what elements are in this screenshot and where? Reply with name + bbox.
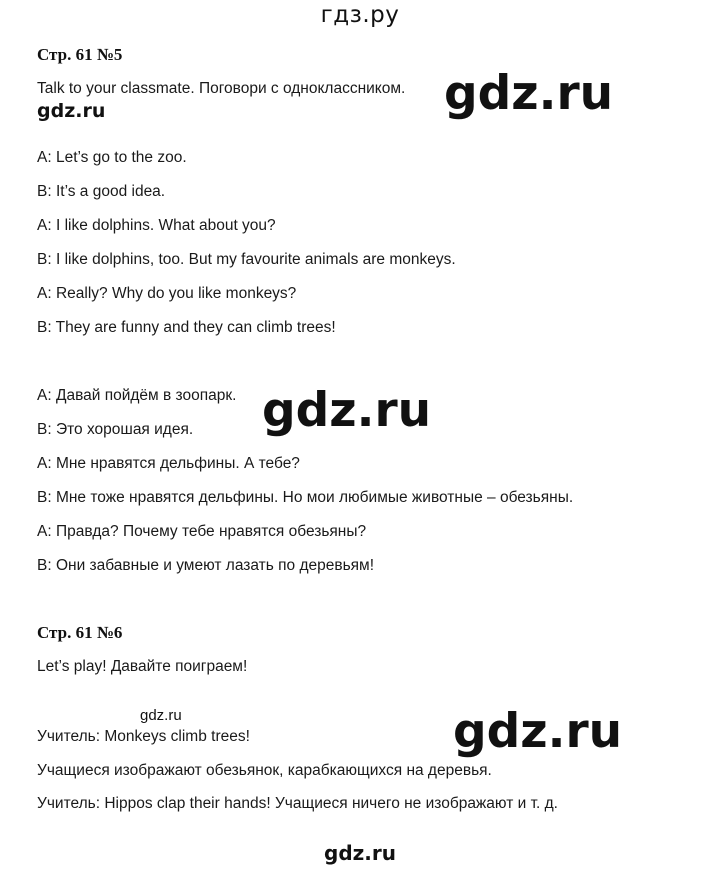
dialogue-ru-line: B: Они забавные и умеют лазать по деревьям! xyxy=(37,557,375,574)
section-5-heading: Стр. 61 №5 xyxy=(37,45,123,64)
dialogue-en-line: B: I like dolphins, too. But my favourite animals are monkeys. xyxy=(37,251,456,268)
section-6-task: Let’s play! Давайте поиграем! xyxy=(37,658,248,675)
dialogue-en-line: A: Let’s go to the zoo. xyxy=(37,149,187,166)
section-5-task: Talk to your classmate. Поговори с одноклассником. xyxy=(37,80,406,97)
dialogue-en-line: B: It’s a good idea. xyxy=(37,183,166,200)
game-line: Учитель: Hippos clap their hands! Учащиеся ничего не изображают и т. д. xyxy=(37,795,558,812)
watermark-logo: gdz.ru xyxy=(453,704,623,759)
dialogue-ru-line: A: Правда? Почему тебе нравятся обезьяны? xyxy=(37,523,367,540)
watermark-logo-tiny: gdz.ru xyxy=(140,707,182,724)
site-header-title: гдз.ру xyxy=(320,2,400,28)
dialogue-ru-line: B: Мне тоже нравятся дельфины. Но мои любимые животные – обезьяны. xyxy=(37,489,574,506)
game-line: Учитель: Monkeys climb trees! xyxy=(37,728,250,745)
watermark-footer: gdz.ru xyxy=(324,841,396,865)
dialogue-en-line: A: I like dolphins. What about you? xyxy=(37,217,276,234)
watermark-logo: gdz.ru xyxy=(444,66,614,121)
game-line: Учащиеся изображают обезьянок, карабкающихся на деревья. xyxy=(37,762,492,779)
section-6-heading: Стр. 61 №6 xyxy=(37,623,123,642)
watermark-logo-small: gdz.ru xyxy=(37,100,106,122)
dialogue-ru-line: A: Давай пойдём в зоопарк. xyxy=(37,387,237,404)
dialogue-en-line: A: Really? Why do you like monkeys? xyxy=(37,285,297,302)
dialogue-ru-line: B: Это хорошая идея. xyxy=(37,421,194,438)
dialogue-en-line: B: They are funny and they can climb trees! xyxy=(37,319,336,336)
watermark-logo: gdz.ru xyxy=(262,383,432,438)
dialogue-ru-line: A: Мне нравятся дельфины. А тебе? xyxy=(37,455,300,472)
